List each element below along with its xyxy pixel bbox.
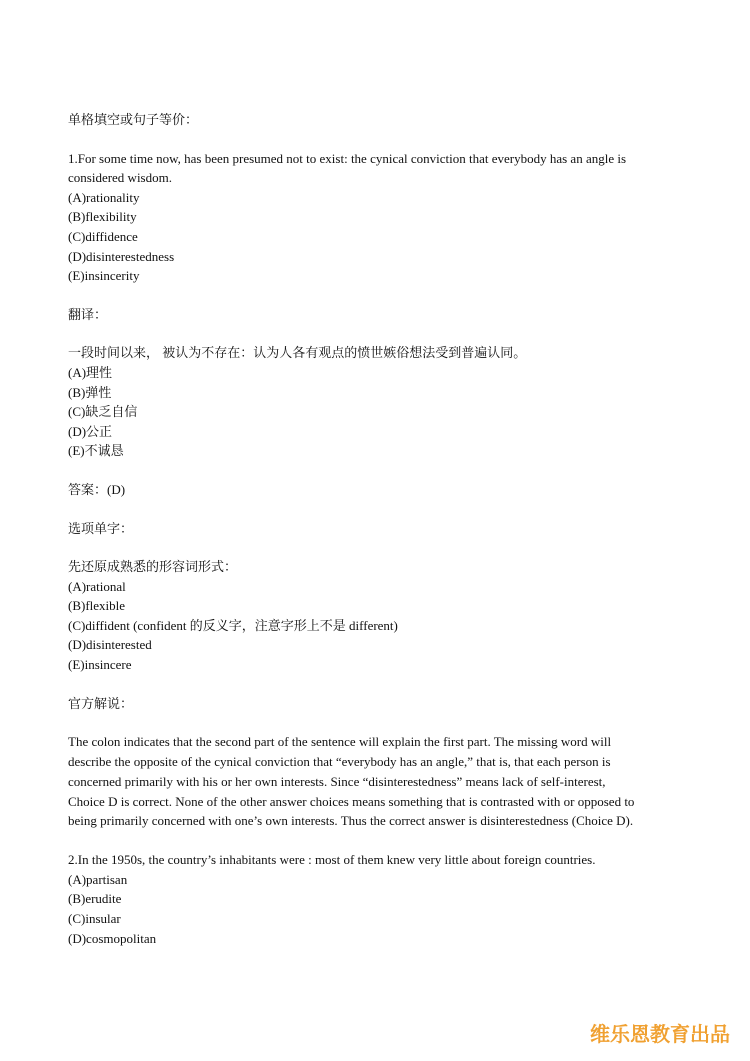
document-body [68, 110, 688, 948]
translation-option-c: (C)缺乏自信 [68, 404, 138, 420]
q2-stem: 2.In the 1950s, the country’s inhabitants were : most of them knew very little about foreign countries. [68, 852, 596, 868]
brand-watermark: 维乐恩教育出品 [590, 1022, 730, 1046]
translation-option-b: (B)弹性 [68, 384, 112, 400]
q2-option-a: (A)partisan [68, 871, 128, 887]
vocab-intro: 先还原成熟悉的形容词形式： [68, 559, 238, 575]
translation-option-d: (D)公正 [68, 423, 113, 439]
translation-sentence: 一段时间以来， 被认为不存在：认为人各有观点的愤世嫉俗想法受到普遍认同。 [68, 345, 527, 361]
q2-option-d: (D)cosmopolitan [68, 930, 157, 946]
q1-stem-line2: considered wisdom. [68, 170, 172, 186]
vocab-heading: 选项单字： [68, 520, 134, 536]
translation-heading: 翻译： [68, 306, 108, 322]
vocab-option-c: (C)diffident (confident 的反义字，注意字形上不是 different) [68, 617, 398, 633]
q1-option-b: (B)flexibility [68, 209, 137, 225]
q1-option-d: (D)disinterestedness [68, 248, 175, 264]
vocab-option-e: (E)insincere [68, 657, 132, 673]
q1-option-e: (E)insincerity [68, 268, 140, 284]
official-explanation [68, 732, 688, 831]
q1-stem-line1: 1.For some time now, has been presumed not to exist: the cynical conviction that everybody has an angle is [68, 150, 627, 166]
vocab-option-d: (D)disinterested [68, 637, 152, 653]
official-heading: 官方解说： [68, 695, 134, 711]
vocab-option-a: (A)rational [68, 578, 126, 594]
translation-option-a: (A)理性 [68, 364, 113, 380]
official-line-1: The colon indicates that the second part of the sentence will explain the first part. The missing word will [68, 734, 612, 750]
q2-option-c: (C)insular [68, 911, 121, 927]
vocab-option-b: (B)flexible [68, 598, 126, 614]
official-line-5: being primarily concerned with one’s own interests. Thus the correct answer is disinterestedness (Choice D). [68, 813, 634, 829]
answer-line: 答案：(D) [68, 481, 126, 497]
q1-option-a: (A)rationality [68, 189, 140, 205]
q2-option-b: (B)erudite [68, 891, 122, 907]
official-line-2: describe the opposite of the cynical conviction that “everybody has an angle,” that is, that each person is [68, 754, 611, 770]
translation-option-e: (E)不诚恳 [68, 443, 124, 459]
official-line-3: concerned primarily with his or her own interests. Since “disinterestedness” means lack of self-interest, [68, 773, 606, 789]
section-title: 单格填空或句子等价： [68, 112, 199, 127]
q1-option-c: (C)diffidence [68, 228, 138, 244]
official-line-4: Choice D is correct. None of the other answer choices means something that is contrasted with or opposed to [68, 793, 635, 809]
